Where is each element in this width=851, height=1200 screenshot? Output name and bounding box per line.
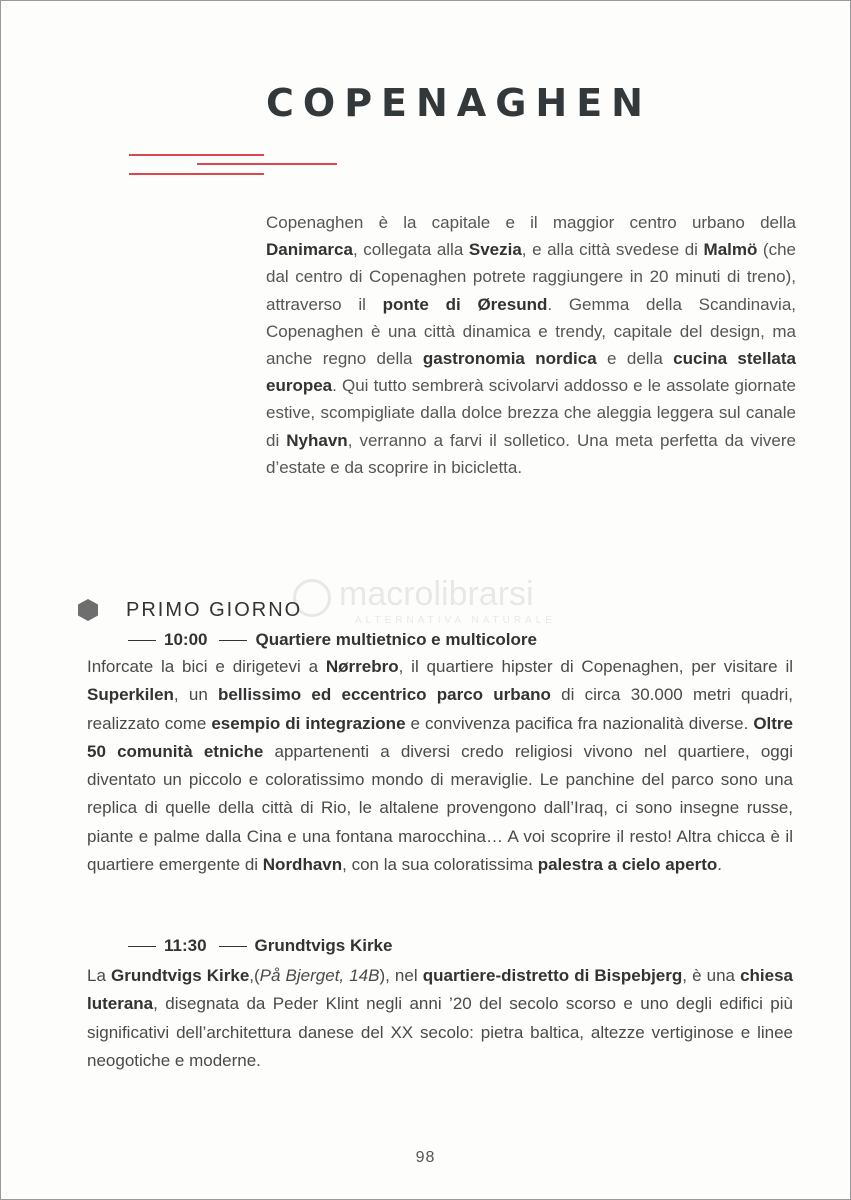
bold-text: Malmö	[703, 240, 758, 260]
bold-text: Grundtvigs Kirke	[111, 966, 250, 985]
text-run: .	[717, 855, 722, 875]
text-run: La	[87, 966, 111, 985]
bold-text: gastronomia nordica	[422, 349, 597, 369]
page-number: 98	[415, 1149, 436, 1166]
bold-text: Oltre 50 comunità etniche	[87, 713, 793, 761]
text-run: e convivenza pacifica fra nazionalità diverse.	[405, 713, 754, 733]
text-run: Copenaghen è la capitale e il maggior centro urbano della	[266, 213, 796, 232]
bold-text: bellissimo ed eccentrico parco urbano	[218, 685, 551, 705]
bold-text: Nyhavn	[286, 430, 348, 450]
bold-text: palestra a cielo aperto	[537, 855, 718, 875]
italic-text: På Bjerget, 14B	[259, 966, 380, 985]
day-heading: PRIMO GIORNO	[126, 599, 303, 621]
stop-paragraph	[87, 653, 793, 879]
decorative-rule	[197, 163, 337, 165]
text-run: , collegata alla	[352, 240, 469, 260]
hexagon-icon	[77, 598, 99, 622]
bold-text: Danimarca	[266, 240, 353, 260]
bold-text: Superkilen	[87, 685, 174, 705]
watermark-brand: macrolibrarsi	[339, 575, 534, 613]
text-run: . Gemma della Scandinavia, Copenaghen è una città dinamica e trendy, capitale del design, ma anche regno della	[266, 294, 796, 369]
stop-paragraph	[87, 962, 793, 1075]
bold-text: cucina stellata europea	[266, 349, 796, 396]
bold-text: Svezia	[468, 240, 522, 260]
bold-text: esempio di integrazione	[211, 713, 406, 733]
watermark-tagline: ALTERNATIVA NATURALE	[355, 615, 556, 626]
dash	[219, 946, 247, 948]
bold-text: chiesa luterana	[87, 966, 793, 1014]
stop-name: Quartiere multietnico e multicolore	[255, 630, 537, 649]
text-run: , disegnata da Peder Klint negli anni ’20 del secolo scorso e uno degli edifici più significativi dell’architettura danese del XX secolo: pietra baltica, altezze vertiginose e linee neogotiche e moderne.	[87, 994, 793, 1070]
dash	[219, 640, 247, 642]
decorative-rule	[129, 173, 264, 175]
text-run: , è una	[682, 966, 741, 985]
stop-heading	[128, 936, 392, 956]
text-run: di circa 30.000 metri quadri, realizzato come	[87, 685, 793, 733]
text-run: , con la sua coloratissima	[342, 855, 538, 875]
watermark	[293, 573, 583, 629]
text-run: , il quartiere hipster di Copenaghen, per visitare il	[398, 657, 794, 676]
stop-time: 11:30	[164, 936, 207, 955]
intro-paragraph	[266, 209, 796, 481]
bold-text: ponte di Øresund	[382, 294, 548, 314]
bold-text: quartiere-distretto di Bispebjerg	[422, 966, 683, 985]
bold-text: Nørrebro	[325, 657, 399, 676]
stop-heading	[128, 630, 537, 650]
decorative-rule	[129, 154, 264, 156]
text-run: Inforcate la bici e dirigetevi a	[87, 657, 326, 676]
page-title: COPENAGHEN	[266, 81, 652, 125]
text-run: , e alla città svedese di	[521, 240, 704, 260]
text-run: e della	[596, 349, 674, 369]
text-run: ,(	[249, 966, 260, 985]
text-run: (che dal centro di Copenaghen potrete raggiungere in 20 minuti di treno), attraverso il	[266, 240, 797, 314]
dash	[128, 640, 156, 642]
stop-time: 10:00	[164, 630, 208, 649]
dash	[128, 946, 156, 948]
text-run: , verranno a farvi il solletico. Una meta perfetta da vivere d’estate e da scoprire in bicicletta.	[266, 430, 796, 477]
bold-text: Nordhavn	[262, 855, 343, 875]
text-run: . Qui tutto sembrerà scivolarvi addosso e le assolate giornate estive, scompigliate dalla dolce brezza che aleggia leggera sul canale di	[266, 376, 796, 450]
text-run: , un	[173, 685, 219, 705]
text-run: ), nel	[379, 966, 423, 985]
stop-name: Grundtvigs Kirke	[254, 936, 393, 955]
text-run: appartenenti a diversi credo religiosi vivono nel quartiere, oggi diventato un piccolo e coloratissimo mondo di meraviglie. Le panchine del parco sono una replica di quelle della città di Rio, le altalene provengono dall’Iraq, ci sono insegne russe, piante e palme dalla Cina e una fontana marocchina… A voi scoprire il resto! Altra chicca è il quartiere emergente di	[87, 741, 793, 875]
